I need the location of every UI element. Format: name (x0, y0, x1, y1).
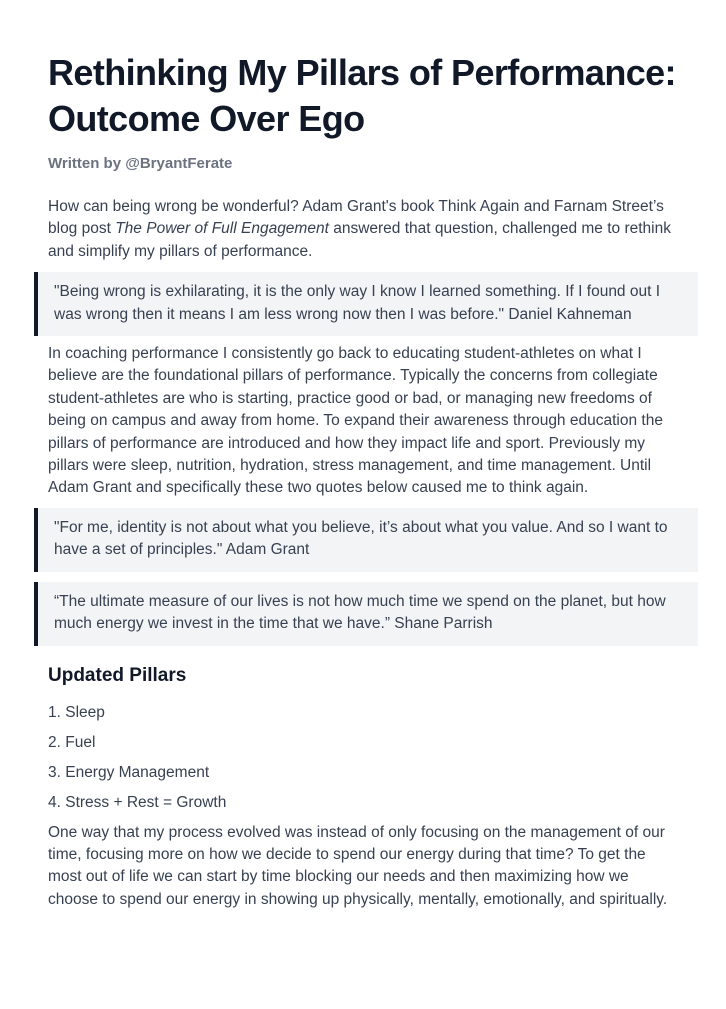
updated-pillars-heading: Updated Pillars (48, 664, 187, 686)
closing-paragraph: One way that my process evolved was instead of only focusing on the management of our time, focusing more on how we decide to spend our energy during that time? To get the most out of life we can start by time blocking our needs and then maximizing how we choose to spend our energy in showing up physically, mentally, emotionally, and spiritually. (48, 823, 668, 908)
quote-grant: "For me, identity is not about what you believe, it’s about what you value. And so I want to have a set of principles." Adam Grant (34, 508, 698, 572)
intro-italic-title: The Power of Full Engagement (115, 220, 329, 238)
pillar-item-energy-management: 3. Energy Management (48, 763, 210, 781)
pillar-item-sleep: 1. Sleep (48, 703, 105, 721)
quote-parrish: “The ultimate measure of our lives is not how much time we spend on the planet, but how much energy we invest in the time that we have.” Shane Parrish (34, 582, 698, 646)
author-byline: Written by @BryantFerate (48, 155, 233, 172)
intro-text-start: How can being wrong be wonderful? Adam Grant's book Think Again and Farnam Street’s blog post (48, 198, 664, 238)
intro-paragraph (48, 196, 678, 263)
pillars-list (48, 702, 678, 814)
coaching-paragraph: In coaching performance I consistently go back to educating student-athletes on what I believe are the foundational pillars of performance. Typically the concerns from collegiate student-athletes are who is starting, practice good or bad, or managing new freedoms of being on campus and away from home. To expand their awareness through education the pillars of performance are introduced and how they impact life and sport. Previously my pillars were sleep, nutrition, hydration, stress management, and time management. Until Adam Grant and specifically these two quotes below caused me to think again. (48, 345, 663, 497)
pillar-item-fuel: 2. Fuel (48, 733, 96, 751)
quote-kahneman: "Being wrong is exhilarating, it is the only way I know I learned something. If I found out I was wrong then it means I am less wrong now then I was before." Daniel Kahneman (34, 272, 698, 336)
intro-text-end: answered that question, challenged me to rethink and simplify my pillars of performance. (48, 220, 671, 260)
article-title: Rethinking My Pillars of Performance: Outcome Over Ego (48, 52, 676, 139)
pillar-item-stress-rest-growth: 4. Stress + Rest = Growth (48, 793, 227, 811)
